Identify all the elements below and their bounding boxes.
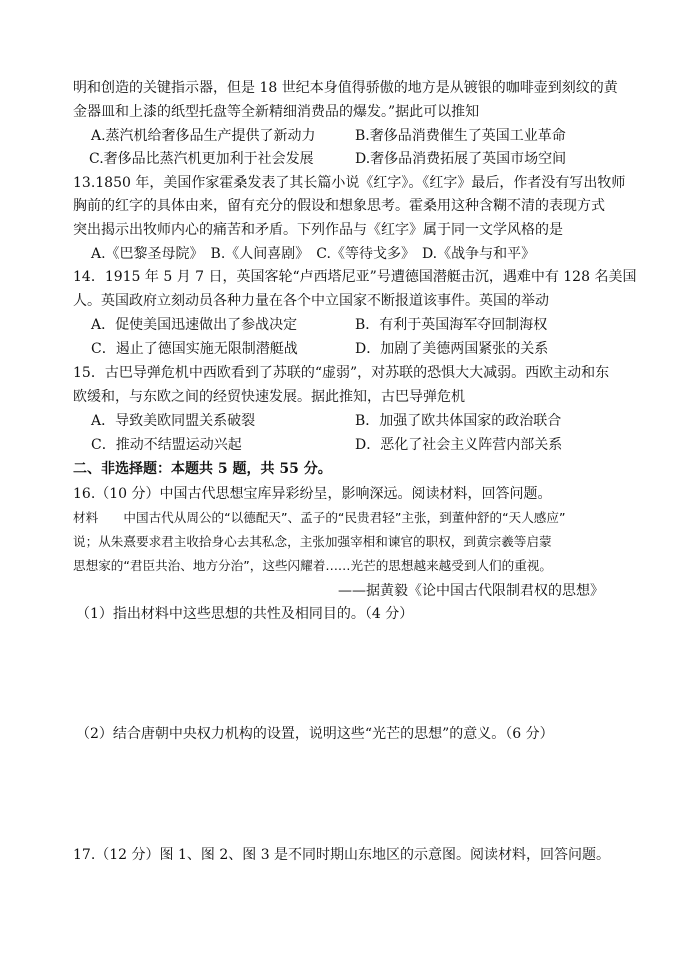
section-heading: 二、非选择题：本题共 5 题，共 55 分。 — [73, 461, 332, 477]
q16-subquestion-1: （1）指出材料中这些思想的共性及相同目的。（4 分） — [76, 606, 414, 622]
q15-option-c: C．推动不结盟运动兴起 — [91, 437, 242, 453]
q15-option-a: A．导致美欧同盟关系破裂 — [91, 413, 256, 429]
q12-option-c: C.奢侈品比蒸汽机更加利于社会发展 — [89, 151, 314, 167]
q14-option-d: D．加剧了美德两国紧张的关系 — [355, 341, 549, 357]
q14-stem-line-1: 14．1915 年 5 月 7 日，英国客轮“卢西塔尼亚”号遭德国潜艇击沉，遇难中有 128 名美国 — [73, 269, 637, 285]
q13-stem-line-1: 13.1850 年，美国作家霍桑发表了其长篇小说《红字》。《红字》最后，作者没有写出牧师 — [73, 175, 626, 191]
q14-option-b: B．有利于英国海军夺回制海权 — [355, 317, 548, 333]
q15-stem-line-2: 欧缓和，与东欧之间的经贸快速发展。据此推知，古巴导弹危机 — [73, 389, 465, 405]
q12-text-line-1: 明和创造的关键指示器，但是 18 世纪本身值得骄傲的地方是从镀银的咖啡壶到刻纹的黄 — [73, 80, 618, 96]
q16-material-line-3: 思想家的“君臣共治、地方分治”，这些闪耀着……光芒的思想越来越受到人们的重视。 — [73, 558, 553, 573]
q16-material-line-2: 说；从朱熹要求君主收拾身心去其私念，主张加强宰相和谏官的职权，到黄宗羲等启蒙 — [73, 534, 552, 549]
q16-intro: 16.（10 分）中国古代思想宝库异彩纷呈，影响深远。阅读材料，回答问题。 — [73, 486, 552, 502]
q13-options: A.《巴黎圣母院》 B.《人间喜剧》 C.《等待戈多》 D.《战争与和平》 — [91, 246, 536, 262]
q12-option-a: A.蒸汽机给奢侈品生产提供了新动力 — [91, 128, 316, 144]
q16-material-line-1: 材料 中国古代从周公的“以德配天”、孟子的“民贵君轻”主张，到董仲舒的“天人感应” — [73, 510, 566, 525]
q17-intro: 17.（12 分）图 1、图 2、图 3 是不同时期山东地区的示意图。阅读材料，回答问题。 — [73, 847, 611, 863]
q14-stem-line-2: 人。英国政府立刻动员各种力量在各个中立国家不断报道该事件。英国的举动 — [73, 293, 549, 309]
q12-option-d: D.奢侈品消费拓展了英国市场空间 — [355, 151, 567, 167]
q15-option-d: D．恶化了社会主义阵营内部关系 — [355, 437, 563, 453]
q14-option-c: C．遏止了德国实施无限制潜艇战 — [91, 341, 298, 357]
q15-stem-line-1: 15．古巴导弹危机中西欧看到了苏联的“虚弱”，对苏联的恐惧大大减弱。西欧主动和东 — [73, 365, 610, 381]
q12-option-b: B.奢侈品消费催生了英国工业革命 — [355, 128, 566, 144]
q13-stem-line-2: 胸前的红字的具体由来，留有充分的假设和想象思考。霍桑用这种含糊不清的表现方式 — [73, 198, 605, 214]
q16-source-citation: ——据黄毅《论中国古代限制君权的思想》 — [338, 583, 604, 599]
q15-option-b: B．加强了欧共体国家的政治联合 — [355, 413, 562, 429]
q12-text-line-2: 金器皿和上漆的纸型托盘等全新精细消费品的爆发。”据此可以推知 — [73, 104, 480, 120]
q13-stem-line-3: 突出揭示出牧师内心的痛苦和矛盾。下列作品与《红字》属于同一文学风格的是 — [73, 222, 563, 238]
q14-option-a: A．促使美国迅速做出了参战决定 — [91, 317, 298, 333]
q16-subquestion-2: （2）结合唐朝中央权力机构的设置，说明这些“光芒的思想”的意义。（6 分） — [76, 726, 554, 742]
